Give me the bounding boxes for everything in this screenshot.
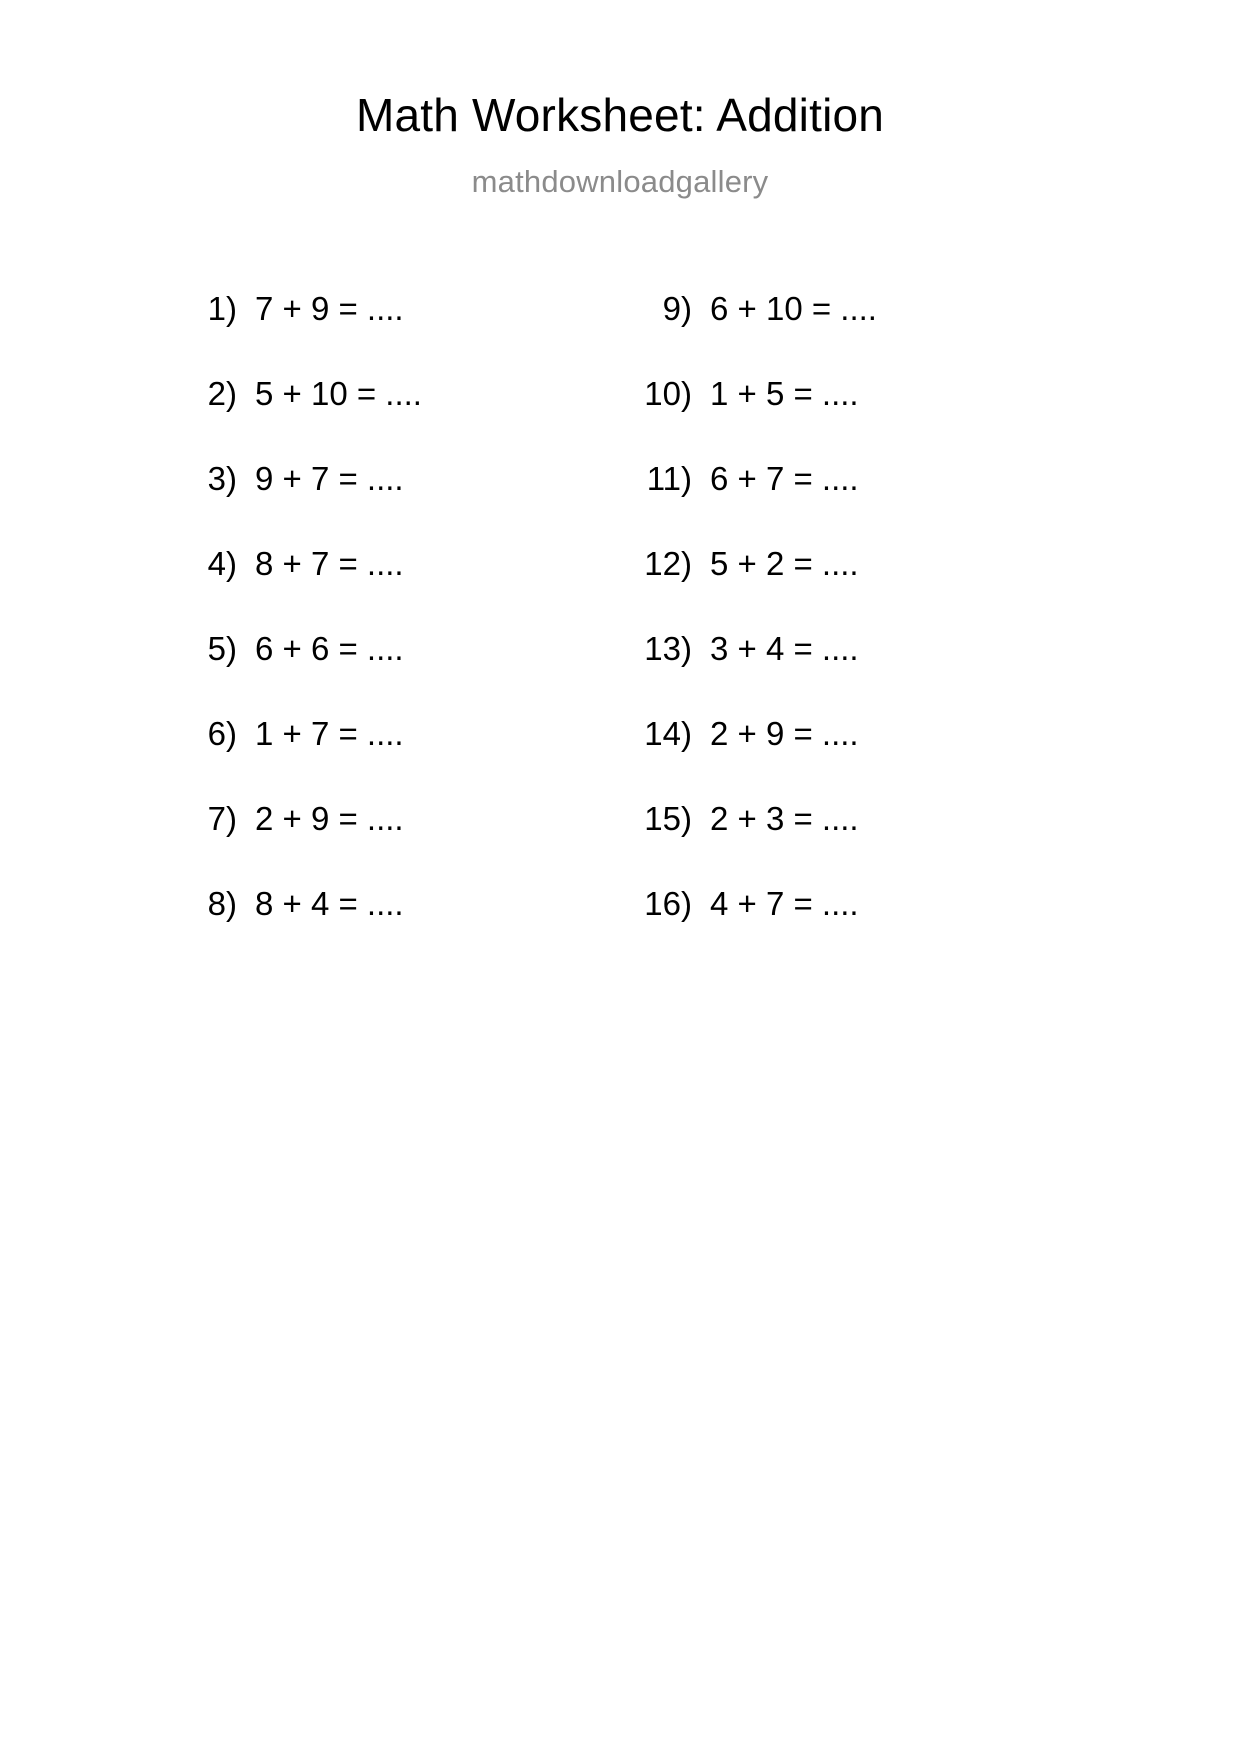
page-title: Math Worksheet: Addition (355, 89, 885, 141)
problem-number: 7) (207, 800, 237, 837)
problem-item (620, 462, 1040, 547)
problem-item (620, 292, 1040, 377)
problem-number: 15) (644, 800, 692, 837)
problem-item (620, 887, 1040, 972)
problem-item (175, 547, 620, 632)
problem-expression: 7 + 9 = .... (255, 290, 404, 327)
problem-number: 14) (644, 715, 692, 752)
problem-expression: 5 + 10 = .... (255, 375, 422, 412)
problem-expression: 3 + 4 = .... (710, 630, 859, 667)
problem-expression: 1 + 7 = .... (255, 715, 404, 752)
problem-expression: 8 + 7 = .... (255, 545, 404, 582)
problem-expression: 5 + 2 = .... (710, 545, 859, 582)
problem-expression: 2 + 9 = .... (255, 800, 404, 837)
problem-item (175, 632, 620, 717)
problem-number: 11) (646, 460, 692, 497)
problem-expression: 2 + 9 = .... (710, 715, 859, 752)
problem-item (175, 377, 620, 462)
problem-expression: 1 + 5 = .... (710, 375, 859, 412)
problem-expression: 9 + 7 = .... (255, 460, 404, 497)
problem-expression: 6 + 7 = .... (710, 460, 859, 497)
problem-item (620, 802, 1040, 887)
problem-item (175, 292, 620, 377)
problem-number: 13) (644, 630, 692, 667)
problem-number: 9) (662, 290, 692, 327)
problem-number: 8) (207, 885, 237, 922)
problem-number: 2) (207, 375, 237, 412)
problem-number: 12) (644, 545, 692, 582)
problem-item (620, 717, 1040, 802)
problem-number: 1) (207, 290, 237, 327)
problem-columns (0, 292, 1240, 972)
problem-item (175, 802, 620, 887)
problem-expression: 2 + 3 = .... (710, 800, 859, 837)
problem-expression: 4 + 7 = .... (710, 885, 859, 922)
problem-item (175, 462, 620, 547)
problem-item (175, 887, 620, 972)
problem-number: 3) (207, 460, 237, 497)
problem-expression: 6 + 10 = .... (710, 290, 877, 327)
problem-item (175, 717, 620, 802)
problem-column-left (175, 292, 620, 972)
problem-number: 16) (644, 885, 692, 922)
problem-item (620, 632, 1040, 717)
problem-number: 6) (207, 715, 237, 752)
problem-item (620, 547, 1040, 632)
problem-number: 5) (207, 630, 237, 667)
problem-item (620, 377, 1040, 462)
problem-number: 10) (644, 375, 692, 412)
problem-expression: 6 + 6 = .... (255, 630, 404, 667)
problem-column-right (620, 292, 1040, 972)
problem-number: 4) (207, 545, 237, 582)
page-subtitle: mathdownloadgallery (471, 164, 769, 199)
problem-expression: 8 + 4 = .... (255, 885, 404, 922)
